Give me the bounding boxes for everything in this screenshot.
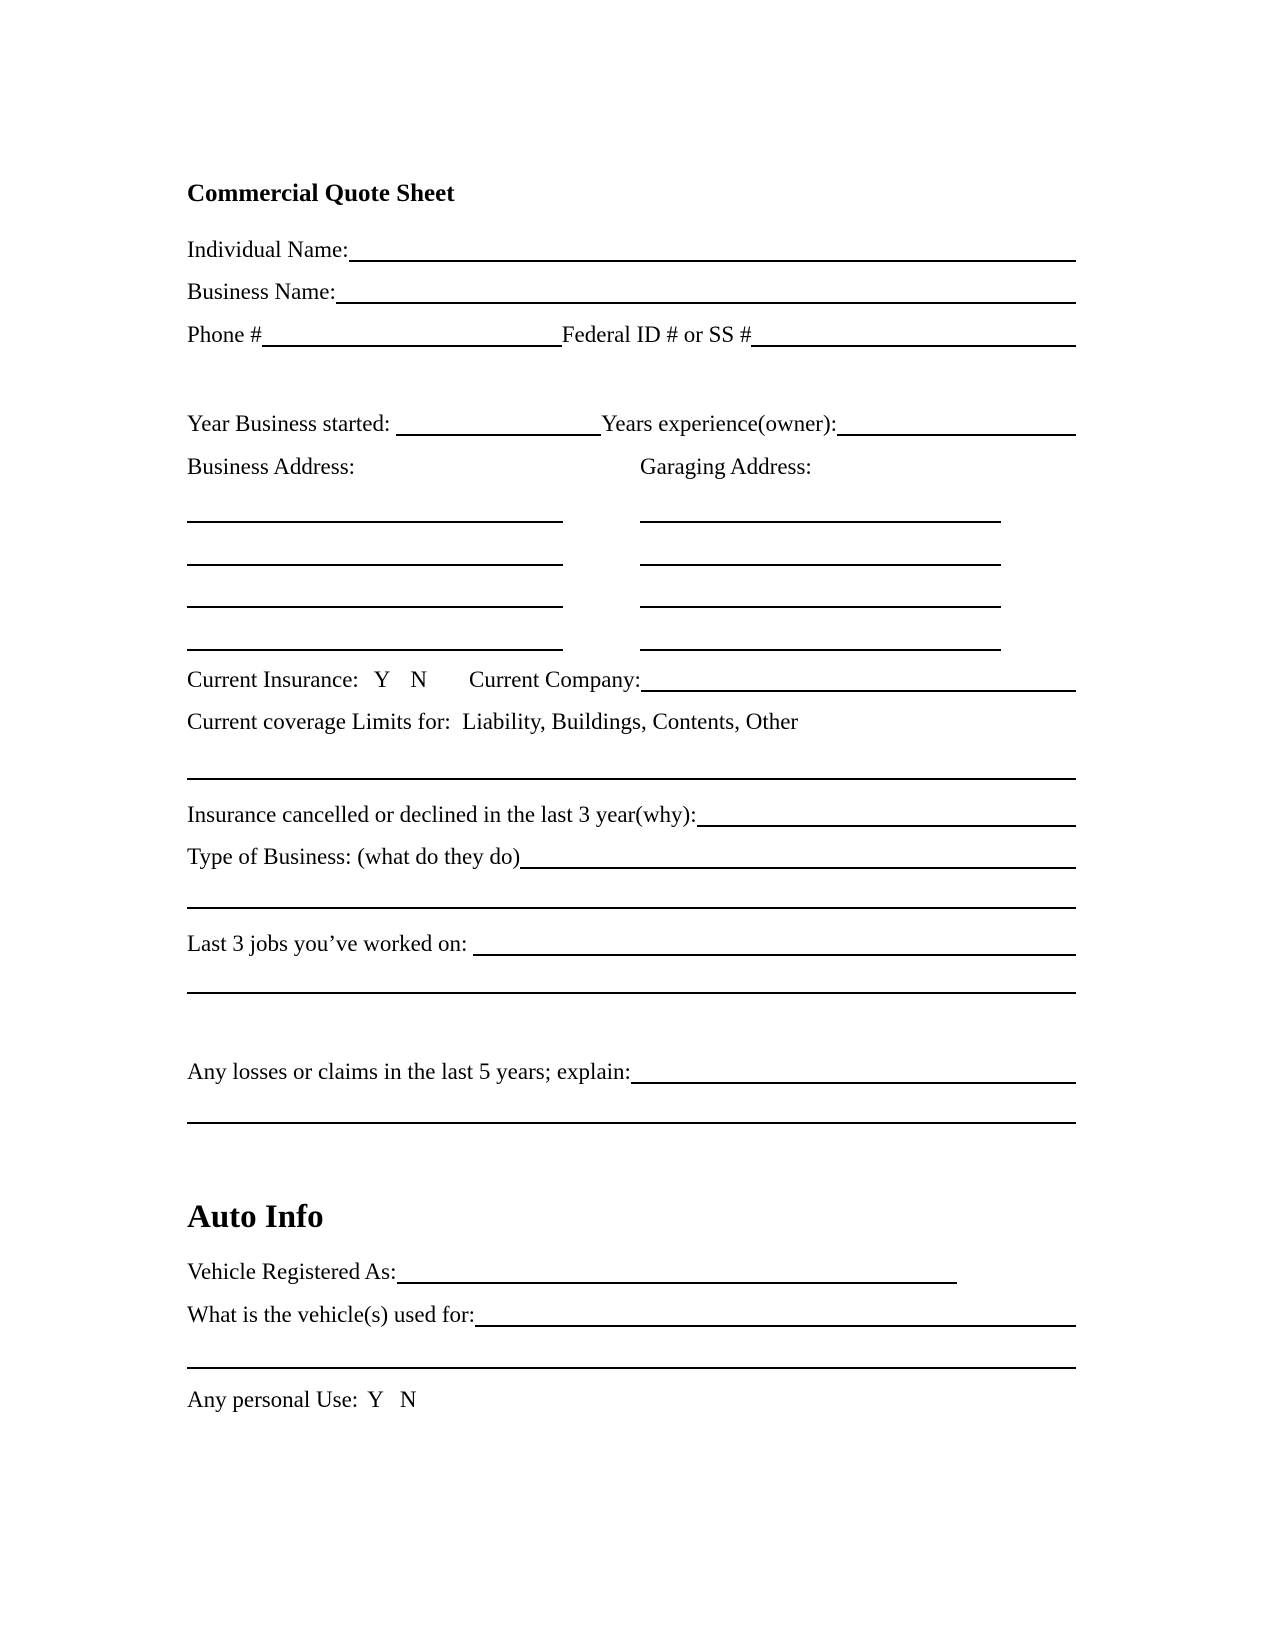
current-company-fill-line [641,690,1076,692]
business-address-blank-line-1 [187,521,563,523]
current-insurance-yes-option: Y [373,667,391,692]
auto-info-heading: Auto Info [187,1199,324,1235]
current-company-label: Current Company: [469,667,641,692]
business-address-blank-line-4 [187,649,563,651]
garaging-address-blank-line-4 [640,649,1001,651]
business-name-fill-line [336,302,1076,304]
business-name-row [187,277,1076,307]
business-address-blank-line-2 [187,564,563,566]
business-address-label: Business Address: [187,454,356,479]
year-started-fill-line [396,434,601,436]
personal-use-no-option: N [399,1387,417,1412]
personal-use-label: Any personal Use: [187,1387,359,1412]
years-experience-label: Years experience(owner): [601,411,837,436]
current-insurance-row [187,665,1076,695]
year-started-experience-row [187,409,1076,439]
losses-fill-line [631,1082,1076,1084]
type-of-business-row [187,842,1076,872]
individual-name-row [187,235,1076,265]
insurance-cancelled-label: Insurance cancelled or declined in the last 3 year(why): [187,802,697,827]
garaging-address-blank-line-3 [640,606,1001,608]
phone-federal-id-row [187,320,1076,350]
vehicle-registered-row [187,1257,957,1287]
federal-id-label: Federal ID # or SS # [561,322,752,347]
losses-blank-line [187,1122,1076,1124]
losses-label: Any losses or claims in the last 5 years; explain: [187,1059,631,1084]
page-title: Commercial Quote Sheet [187,180,455,207]
type-of-business-fill-line [520,867,1076,869]
last-jobs-blank-line [187,992,1076,994]
garaging-address-label: Garaging Address: [640,454,812,479]
vehicle-use-blank-line [187,1367,1076,1369]
current-insurance-label: Current Insurance: [187,667,359,692]
business-name-label: Business Name: [187,279,336,304]
personal-use-row [187,1385,1076,1415]
type-of-business-blank-line [187,907,1076,909]
losses-row [187,1057,1076,1087]
year-started-label: Year Business started: [187,411,397,436]
current-insurance-no-option: N [410,667,428,692]
garaging-address-blank-line-2 [640,564,1001,566]
individual-name-label: Individual Name: [187,237,349,262]
insurance-cancelled-row [187,800,1076,830]
federal-id-fill-line [751,345,1076,347]
address-labels-row [187,452,1076,482]
business-address-blank-line-3 [187,606,563,608]
type-of-business-label: Type of Business: (what do they do) [187,844,521,869]
vehicle-use-fill-line [475,1325,1076,1327]
individual-name-fill-line [349,260,1076,262]
coverage-limits-blank-line [187,778,1076,780]
last-jobs-fill-line [473,954,1076,956]
phone-fill-line [262,345,562,347]
last-jobs-label: Last 3 jobs you’ve worked on: [187,931,474,956]
vehicle-use-label: What is the vehicle(s) used for: [187,1302,476,1327]
vehicle-registered-fill-line [397,1282,957,1284]
insurance-cancelled-fill-line [697,825,1076,827]
vehicle-registered-label: Vehicle Registered As: [187,1259,397,1284]
coverage-limits-text: Current coverage Limits for: Liability, Buildings, Contents, Other [187,709,799,734]
garaging-address-blank-line-1 [640,521,1001,523]
personal-use-yes-option: Y [367,1387,384,1412]
vehicle-use-row [187,1300,1076,1330]
coverage-limits-row [187,707,1076,737]
last-jobs-row [187,929,1076,959]
phone-label: Phone # [187,322,262,347]
years-experience-fill-line [837,434,1076,436]
